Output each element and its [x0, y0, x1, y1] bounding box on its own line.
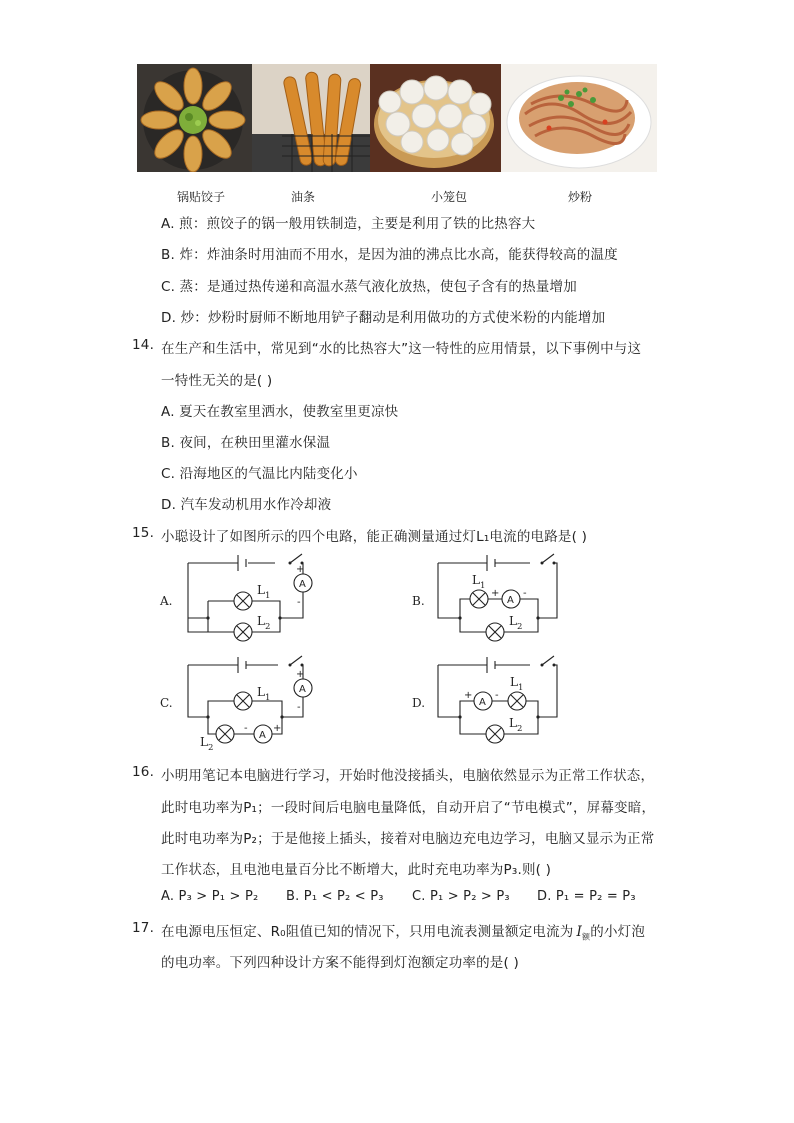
svg-text:A: A — [259, 730, 266, 741]
lamp-l1-c — [234, 692, 252, 710]
lamp-l2-a — [234, 623, 252, 641]
svg-text:-: - — [244, 723, 248, 734]
q16-option-a: A. P₃ > P₁ > P₂ — [161, 889, 259, 904]
q14-number: 14. — [132, 337, 155, 353]
dumpling-caption: 锅贴饺子 — [177, 190, 226, 204]
svg-text:1: 1 — [265, 693, 271, 703]
fritter-photo — [252, 64, 370, 172]
svg-text:A: A — [507, 595, 514, 606]
q13-option-c: C. 蒸：是通过热传递和高温水蒸气液化放热，使包子含有的热量增加 — [161, 279, 577, 295]
q17-stem-line1a: 在电源电压恒定、R₀阻值已知的情况下，只用电流表测量额定电流为 — [161, 924, 574, 940]
q14-option-d: D. 汽车发动机用水作冷却液 — [161, 497, 332, 513]
svg-text:-: - — [297, 702, 301, 713]
q16-stem-line1: 小明用笔记本电脑进行学习，开始时他没接插头，电脑依然显示为正常工作状态， — [161, 768, 655, 784]
lamp-l1-b — [470, 590, 488, 608]
svg-text:+: + — [273, 723, 282, 734]
svg-text:-: - — [495, 690, 499, 701]
q16-option-b: B. P₁ < P₂ < P₃ — [286, 889, 384, 904]
svg-text:-: - — [523, 588, 527, 599]
q16-stem-line4: 工作状态，且电池电量百分比不断增大，此时充电功率为P₃.则( ) — [161, 862, 552, 878]
circuit-b — [412, 554, 557, 641]
svg-text:1: 1 — [265, 591, 271, 601]
q14-option-a: A. 夏天在教室里洒水，使教室里更凉快 — [161, 404, 399, 420]
q14-stem-line1: 在生产和生活中，常见到“水的比热容大”这一特性的应用情景，以下事例中与这 — [161, 341, 642, 357]
svg-text:L: L — [257, 614, 265, 628]
svg-text:+: + — [296, 669, 305, 680]
q14-option-c: C. 沿海地区的气温比内陆变化小 — [161, 466, 358, 482]
q17-stem-line2: 的电功率。下列四种设计方案不能得到灯泡额定功率的是( ) — [161, 955, 519, 971]
svg-text:A: A — [479, 697, 486, 708]
fritter-drawing — [252, 64, 370, 172]
circuit-d-label: D. — [412, 696, 426, 710]
q17-stem-line1 — [161, 920, 645, 943]
bun-photo — [370, 64, 501, 172]
noodle-drawing — [501, 64, 657, 172]
circuit-a-label: A. — [160, 594, 173, 608]
svg-text:+: + — [464, 690, 473, 701]
svg-text:1: 1 — [480, 581, 486, 591]
lamp-l1-d — [508, 692, 526, 710]
svg-text:L: L — [510, 675, 518, 689]
q17-stem-line1b: 的小灯泡 — [590, 924, 646, 940]
circuit-c-label: C. — [160, 696, 173, 710]
q17-number: 17. — [132, 920, 155, 936]
q13-option-d: D. 炒：炒粉时厨师不断地用铲子翻动是利用做功的方式使米粉的内能增加 — [161, 310, 606, 326]
rated-current-subscript: 额 — [582, 932, 591, 942]
dumpling-drawing — [137, 64, 252, 172]
circuit-d — [412, 656, 557, 743]
q13-option-a: A. 煎：煎饺子的锅一般用铁制造，主要是利用了铁的比热容大 — [161, 216, 536, 232]
rated-current-symbol: I — [576, 924, 583, 940]
svg-text:2: 2 — [265, 622, 271, 632]
lamp-l2-b — [486, 623, 504, 641]
svg-text:L: L — [257, 685, 265, 699]
q16-stem-line3: 此时电功率为P₂；于是他接上插头，接着对电脑边充电边学习，电脑又显示为正常 — [161, 831, 655, 847]
lamp-l2-c — [216, 725, 234, 743]
svg-text:2: 2 — [517, 724, 523, 734]
ammeter-a-text: A — [299, 579, 306, 590]
svg-text:2: 2 — [517, 622, 523, 632]
circuit-diagrams — [150, 548, 610, 752]
ammeter-a-plus: + — [296, 564, 305, 575]
noodle-caption: 炒粉 — [568, 190, 593, 204]
q16-option-d: D. P₁ = P₂ = P₃ — [537, 889, 636, 904]
bun-drawing — [370, 64, 501, 172]
svg-text:L: L — [509, 614, 517, 628]
svg-text:1: 1 — [518, 683, 524, 693]
lamp-l2-d — [486, 725, 504, 743]
svg-text:L: L — [200, 735, 208, 749]
lamp-l1-a — [234, 592, 252, 610]
svg-text:L: L — [472, 573, 480, 587]
q15-number: 15. — [132, 525, 155, 541]
ammeter-a-minus: - — [297, 597, 301, 608]
q14-stem-line2: 一特性无关的是( ) — [161, 373, 273, 389]
svg-text:2: 2 — [208, 743, 214, 752]
q16-number: 16. — [132, 764, 155, 780]
q16-stem-line2: 此时电功率为P₁；一段时间后电脑电量降低，自动开启了“节电模式”，屏幕变暗， — [161, 800, 656, 816]
svg-text:A: A — [299, 684, 306, 695]
q13-option-b: B. 炸：炸油条时用油而不用水，是因为油的沸点比水高，能获得较高的温度 — [161, 247, 618, 263]
bun-caption: 小笼包 — [431, 190, 468, 204]
fritter-caption: 油条 — [291, 190, 316, 204]
noodle-photo — [501, 64, 657, 172]
circuit-b-label: B. — [412, 594, 425, 608]
circuit-c — [160, 656, 312, 752]
svg-text:L: L — [257, 583, 265, 597]
q16-option-c: C. P₁ > P₂ > P₃ — [412, 889, 510, 904]
dumpling-photo — [137, 64, 252, 172]
circuit-a — [159, 554, 312, 641]
q15-stem: 小聪设计了如图所示的四个电路，能正确测量通过灯L₁电流的电路是( ) — [161, 529, 588, 545]
q14-option-b: B. 夜间，在秧田里灌水保温 — [161, 435, 331, 451]
svg-text:+: + — [491, 588, 500, 599]
svg-text:L: L — [509, 716, 517, 730]
